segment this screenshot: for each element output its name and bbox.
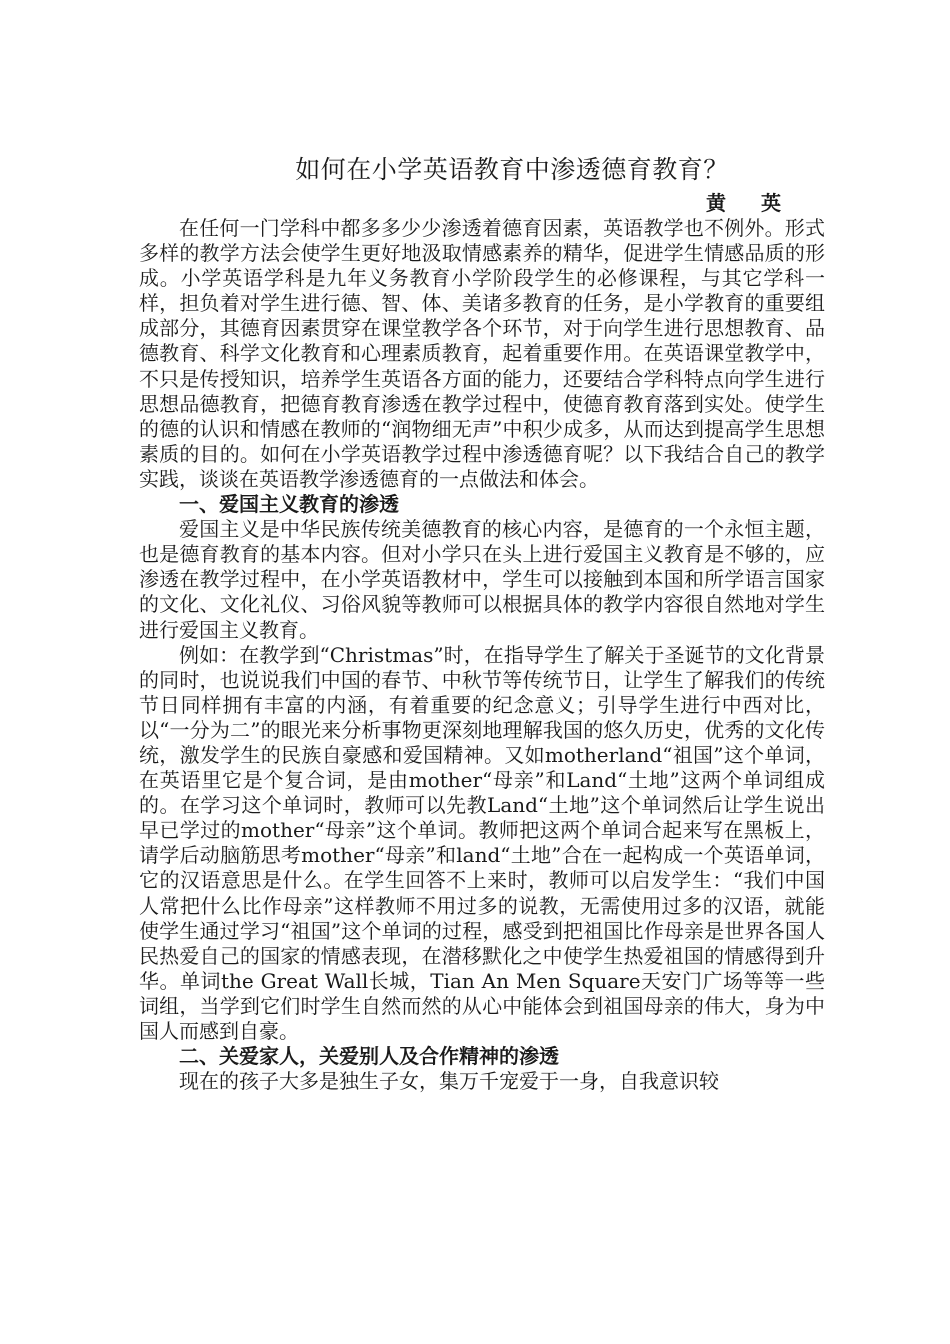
author-name: 黄 英 [706,191,795,215]
section-heading-patriotism: 一、爱国主义教育的渗透 [179,492,399,517]
intro-paragraph: 在任何一门学科中都多多少少渗透着德育因素，英语教学也不例外。形式多样的教学方法会使学生更好地汲取情感素养的精华，促进学生情感品质的形成。小学英语学科是九年义务教育小学阶段学生的必修课程，与其它学科一样，担负着对学生进行德、智、体、美诸多教育的任务，是小学教育的重要组成部分，其德育因素贯穿在课堂教学各个环节，对于向学生进行思想教育、品德教育、科学文化教育和心理素质教育，起着重要作用。在英语课堂教学中，不只是传授知识，培养学生英语各方面的能力，还要结合学科特点向学生进行思想品德教育，把德育教育渗透在教学过程中，使德育教育落到实处。使学生的德的认识和情感在教师的“润物细无声”中积少成多，从而达到提高学生思想素质的目的。如何在小学英语教学过程中渗透德育呢？以下我结合自己的教学实践，谈谈在英语教学渗透德育的一点做法和体会。 [139,216,825,491]
section-heading-care-cooperation: 二、关爱家人，关爱别人及合作精神的渗透 [179,1044,559,1069]
section2-paragraph: 现在的孩子大多是独生子女，集万千宠爱于一身，自我意识较 [179,1069,719,1094]
document-page [139,150,825,1094]
section1-paragraph: 例如：在教学到“Christmas”时，在指导学生了解关于圣诞节的文化背景的同时，也说说我们中国的春节、中秋节等传统节日，让学生了解我们的传统节日同样拥有丰富的内涵，有着重要的纪念意义；引导学生进行中西对比，以“一分为二”的眼光来分析事物更深刻地理解我国的悠久历史，优秀的文化传统，激发学生的民族自豪感和爱国精神。又如motherland“祖国”这个单词，在英语里它是个复合词，是由mother“母亲”和Land“土地”这两个单词组成的。在学习这个单词时，教师可以先教Land“土地”这个单词然后让学生说出早已学过的mother“母亲”这个单词。教师把这两个单词合起来写在黑板上，请学后动脑筋思考mother“母亲”和land“土地”合在一起构成一个英语单词，它的汉语意思是什么。在学生回答不上来时，教师可以启发学生：“我们中国人常把什么比作母亲”这样教师不用过多的说教，无需使用过多的汉语，就能使学生通过学习“祖国”这个单词的过程，感受到把祖国比作母亲是世界各国人民热爱自己的国家的情感表现，在潜移默化之中使学生热爱祖国的情感得到升华。单词the Great Wall长城，Tian An Men Square天安门广场等等一些词组，当学到它们时学生自然而然的从心中能体会到祖国母亲的伟大，身为中国人而感到自豪。 [139,642,825,1043]
document-title: 如何在小学英语教育中渗透德育教育？ [295,155,729,184]
section1-paragraph: 爱国主义是中华民族传统美德教育的核心内容，是德育的一个永恒主题，也是德育教育的基本内容。但对小学只在头上进行爱国主义教育是不够的，应渗透在教学过程中，在小学英语教材中，学生可以接触到本国和所学语言国家的文化、文化礼仪、习俗风貌等教师可以根据具体的教学内容很自然地对学生进行爱国主义教育。 [139,517,825,642]
